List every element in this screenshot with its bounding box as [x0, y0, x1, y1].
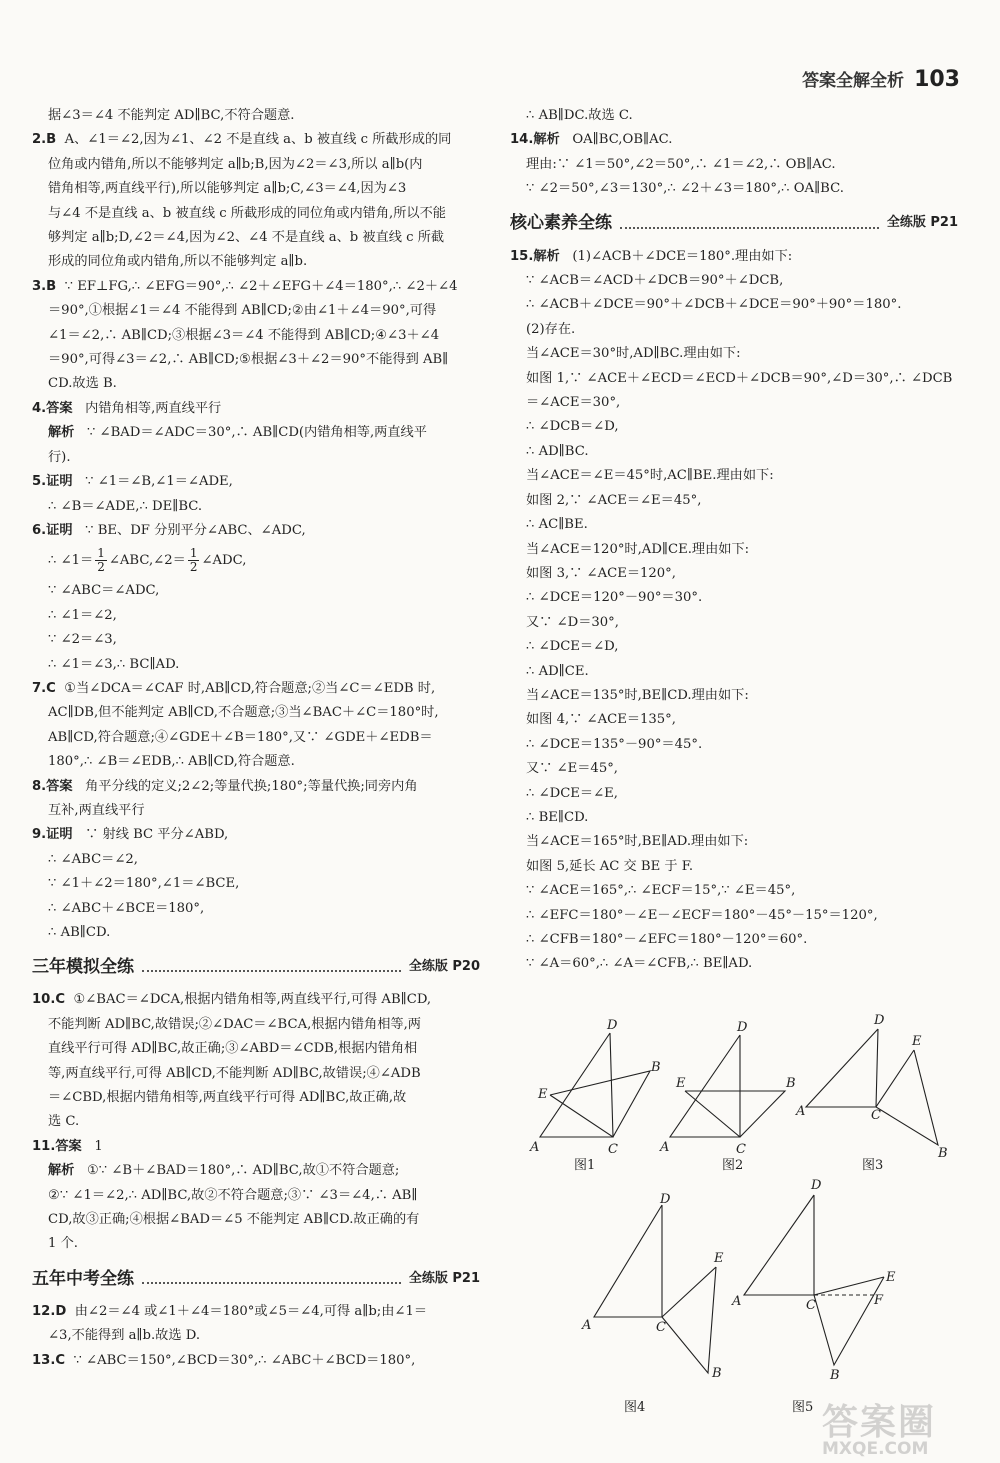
- text-line: A、∠1＝∠2,因为∠1、∠2 不是直线 a、b 被直线 c 所截形成的同: [64, 132, 452, 148]
- text-line: 形成的同位角或内错角,所以不能够判定 a∥b.: [48, 254, 308, 270]
- label-d: D: [607, 1018, 618, 1033]
- question-14: [510, 128, 958, 152]
- watermark-url: MXQE.COM: [822, 1439, 929, 1459]
- text-line: ①当∠DCA＝∠CAF 时,AB∥CD,符合题意;②当∠C＝∠EDB 时,: [64, 680, 436, 696]
- text-line: ∴ ∠EFC＝180°－∠E－∠ECF＝180°－45°－15°＝120°,: [526, 907, 878, 923]
- text-line: 又∵ ∠E＝45°,: [526, 761, 618, 777]
- text-line: ＝90°,①根据∠1＝∠4 不能得到 AB∥CD;②由∠1＋∠4＝90°,可得: [48, 303, 437, 319]
- triangle-ecb: [814, 1277, 884, 1365]
- text-line: ∴ ∠DCB＝∠D,: [526, 419, 619, 435]
- label-d: D: [737, 1020, 748, 1035]
- text-line: ②∵ ∠1＝∠2,∴ AD∥BC,故②不符合题意;③∵ ∠3＝∠4,∴ AB∥: [48, 1187, 418, 1203]
- text-line: 与∠4 不是直线 a、b 被直线 c 所截形成的同位角或内错角,所以不能: [48, 205, 446, 221]
- text-fragment: ∴ ∠1＝: [48, 553, 94, 569]
- analysis-label: 解析: [48, 425, 75, 441]
- text-line: 1 个.: [48, 1236, 78, 1252]
- label-e: E: [912, 1034, 922, 1049]
- section-header-five-year: [32, 1266, 480, 1292]
- text-line: ∴ ∠ABC＝∠2,: [48, 851, 139, 867]
- text-line: ∴ ∠1＝∠3,∴ BC∥AD.: [48, 656, 180, 672]
- dotted-leader: [142, 970, 401, 972]
- label-e: E: [886, 1270, 896, 1285]
- text-line: ＝∠CBD,根据内错角相等,两直线平行可得 AD∥BC,故正确,故: [48, 1090, 407, 1106]
- text-line: 180°,∴ ∠B＝∠EDB,∴ AB∥CD,符合题意.: [48, 754, 295, 770]
- label-d: D: [660, 1192, 671, 1207]
- question-6: [32, 519, 480, 543]
- text-line: 又∵ ∠D＝30°,: [526, 614, 619, 630]
- text-line: ∴ ∠ABC＋∠BCE＝180°,: [48, 900, 205, 916]
- text-line: 直线平行可得 AD∥BC,故正确;③∠ABD＝∠CDB,根据内错角相: [48, 1041, 418, 1057]
- text-line: 如图 4,∵ ∠ACE＝135°,: [526, 712, 676, 728]
- right-column: [510, 104, 958, 977]
- question-2: [32, 128, 480, 152]
- figure-2: [659, 1020, 796, 1173]
- text-line: ∵ BE、DF 分别平分∠ABC、∠ADC,: [85, 522, 306, 538]
- text-line: ①∵ ∠B＋∠BAD＝180°,∴ AD∥BC,故①不符合题意;: [86, 1163, 400, 1179]
- label-c: C: [736, 1142, 746, 1157]
- figure-caption: 图3: [862, 1158, 884, 1173]
- question-number: 15.解析: [510, 248, 560, 264]
- text-line: ①∠BAC＝∠DCA,根据内错角相等,两直线平行,可得 AB∥CD,: [73, 992, 432, 1008]
- text-line: ∵ ∠ABC＝150°,∠BCD＝30°,∴ ∠ABC＋∠BCD＝180°,: [73, 1352, 416, 1368]
- label-a: A: [530, 1140, 540, 1155]
- triangle-ebc: [550, 1071, 650, 1137]
- text-line: 互补,两直线平行: [48, 802, 145, 818]
- label-f: F: [874, 1293, 884, 1308]
- question-number: 3.B: [32, 278, 57, 294]
- analysis-line: [32, 1159, 480, 1183]
- analysis-line: [32, 421, 480, 445]
- text-fragment: ∠ABC,∠2＝: [108, 553, 186, 569]
- question-11: [32, 1135, 480, 1159]
- fraction-denominator: 2: [97, 560, 105, 575]
- figure-caption: 图5: [792, 1400, 814, 1415]
- triangle-acd: [744, 1195, 814, 1295]
- answer-text: 内错角相等,两直线平行: [85, 400, 222, 416]
- question-4: [32, 397, 480, 421]
- text-line: ∴ AB∥DC.故选 C.: [526, 108, 633, 123]
- text-line: CD.故选 B.: [48, 376, 117, 392]
- text-line: ∵ ∠1＋∠2＝180°,∠1＝∠BCE,: [48, 876, 240, 892]
- fraction-numerator: 1: [189, 546, 198, 561]
- fraction-numerator: 1: [97, 546, 105, 561]
- figure-caption: 图2: [722, 1158, 744, 1173]
- text-line: 当∠ACE＝165°时,BE∥AD.理由如下:: [526, 834, 749, 850]
- text-line: ∵ ∠1＝∠B,∠1＝∠ADE,: [85, 474, 233, 490]
- text-line: 当∠ACE＝∠E＝45°时,AC∥BE.理由如下:: [526, 468, 774, 484]
- figure-4: [581, 1192, 724, 1415]
- text-line: 当∠ACE＝120°时,AD∥CE.理由如下:: [526, 541, 750, 557]
- question-number: 6.证明: [32, 522, 73, 538]
- label-a: A: [660, 1140, 670, 1155]
- section-title: 五年中考全练: [32, 1268, 134, 1289]
- text-line: ∴ AD∥BC.: [526, 443, 589, 459]
- text-line: ∴ ∠CFB＝180°－∠EFC＝180°－120°＝60°.: [526, 932, 808, 947]
- section-ref: 全练版 P21: [886, 215, 958, 231]
- text-line: 够判定 a∥b;D,∠2＝∠4,因为∠2、∠4 不是直线 a、b 被直线 c 所截: [48, 230, 445, 246]
- text-line: CD,故③正确;④根据∠BAD＝∠5 不能判定 AB∥CD.故正确的有: [48, 1212, 420, 1228]
- question-number: 2.B: [32, 132, 57, 148]
- text-line: ∴ ∠DCE＝∠D,: [526, 639, 619, 655]
- label-a: A: [796, 1104, 806, 1119]
- fraction: [188, 547, 200, 574]
- label-b: B: [830, 1368, 840, 1383]
- question-number: 10.C: [32, 992, 66, 1008]
- label-d: D: [811, 1178, 822, 1193]
- label-e: E: [714, 1251, 724, 1266]
- triangle-acd: [806, 1029, 878, 1107]
- left-column: [32, 104, 480, 1373]
- text-line: AB∥CD,符合题意;④∠GDE＋∠B＝180°,又∵ ∠GDE＋∠EDB＝: [48, 729, 433, 745]
- text-line: ∵ ∠2＝∠3,: [48, 632, 117, 648]
- label-c: C: [608, 1142, 618, 1157]
- text-line: ∵ ∠ACB＝∠ACD＋∠DCB＝90°＋∠DCB,: [526, 273, 784, 289]
- header-title: 答案全解全析: [802, 71, 905, 91]
- text-line: 当∠ACE＝135°时,BE∥CD.理由如下:: [526, 687, 749, 703]
- figure-3: [795, 1013, 948, 1173]
- text-line: ∵ ∠A＝60°,∴ ∠A＝∠CFB,∴ BE∥AD.: [526, 956, 753, 972]
- text-line: 如图 3,∵ ∠ACE＝120°,: [526, 565, 676, 581]
- figure-caption: 图1: [574, 1158, 596, 1173]
- text-line: ∴ AC∥BE.: [526, 517, 588, 533]
- label-b: B: [651, 1060, 661, 1075]
- text-line: ∴ ∠1＝∠2,: [48, 607, 117, 623]
- text-fragment: ∠ADC,: [201, 553, 247, 569]
- text-line: 行).: [48, 449, 71, 465]
- text-line: ∴ ∠DCE＝135°－90°＝45°.: [526, 736, 703, 752]
- triangle-ebc: [685, 1091, 785, 1137]
- fraction: [95, 547, 107, 574]
- text-line: ∵ ∠2＝50°,∠3＝130°,∴ ∠2＋∠3＝180°,∴ OA∥BC.: [526, 181, 844, 197]
- text-line: 不能判断 AD∥BC,故错误;②∠DAC＝∠BCA,根据内错角相等,两: [48, 1016, 421, 1032]
- question-10: [32, 988, 480, 1012]
- text-line: AC∥DB,但不能判定 AB∥CD,不合题意;③当∠BAC＋∠C＝180°时,: [48, 705, 439, 721]
- text-line: 由∠2＝∠4 或∠1＋∠4＝180°或∠5＝∠4,可得 a∥b;由∠1＝: [74, 1303, 428, 1319]
- text-line: ∵ 射线 BC 平分∠ABD,: [85, 827, 229, 843]
- dotted-leader: [142, 1282, 401, 1284]
- figure-5: [731, 1178, 896, 1415]
- text-line: 角平分线的定义;2∠2;等量代换;180°;等量代换;同旁内角: [85, 778, 418, 794]
- label-b: B: [712, 1366, 722, 1381]
- question-number: 7.C: [32, 680, 56, 696]
- text-line: 错角相等,两直线平行),所以能够判定 a∥b;C,∠3＝∠4,因为∠3: [48, 181, 407, 197]
- label-c: C: [871, 1108, 881, 1123]
- text-line: ∵ ∠BAD＝∠ADC＝30°,∴ AB∥CD(内错角相等,两直线平: [86, 425, 427, 441]
- question-number: 5.证明: [32, 474, 73, 490]
- fraction-line: [32, 543, 480, 579]
- label-e: E: [538, 1087, 548, 1102]
- text-line: ∴ AB∥CD.: [48, 925, 111, 940]
- section-title: 核心素养全练: [510, 213, 612, 234]
- question-number: 9.证明: [32, 827, 73, 843]
- watermark-text: 答案圈: [822, 1402, 937, 1443]
- text-line: 如图 2,∵ ∠ACE＝∠E＝45°,: [526, 492, 702, 508]
- text-line: 理由:∵ ∠1＝50°,∠2＝50°,∴ ∠1＝∠2,∴ OB∥AC.: [526, 156, 836, 172]
- question-15: [510, 245, 958, 269]
- text-line: ∠1＝∠2,∴ AB∥CD;③根据∠3＝∠4 不能得到 AB∥CD;④∠3＋∠4: [48, 327, 440, 343]
- text-line: ∵ ∠ACE＝165°,∴ ∠ECF＝15°,∵ ∠E＝45°,: [526, 883, 796, 899]
- question-number: 8.答案: [32, 778, 73, 794]
- question-3: [32, 275, 480, 299]
- text-line: ∴ ∠B＝∠ADE,∴ DE∥BC.: [48, 498, 203, 514]
- label-c: C: [806, 1298, 816, 1313]
- dotted-leader: [620, 227, 879, 229]
- text-line: ∴ BE∥CD.: [526, 809, 589, 825]
- text-line: ＝90°,可得∠3＝∠2,∴ AB∥CD;⑤根据∠3＋∠2＝90°不能得到 AB∥: [48, 352, 449, 368]
- question-number: 12.D: [32, 1303, 67, 1319]
- text-line: 等,两直线平行,可得 AB∥CD,不能判断 AD∥BC,故错误;④∠ADB: [48, 1065, 421, 1081]
- triangle-acd: [540, 1033, 613, 1137]
- text-line: OA∥BC,OB∥AC.: [572, 132, 673, 148]
- section-ref: 全练版 P20: [408, 959, 480, 975]
- question-8: [32, 775, 480, 799]
- text-line: (1)∠ACB＋∠DCE＝180°.理由如下:: [572, 248, 793, 264]
- text-line: ∴ ∠DCE＝∠E,: [526, 785, 618, 801]
- text-line: ∴ ∠DCE＝120°－90°＝30°.: [526, 590, 703, 606]
- text-line: ＝∠ACE＝30°,: [526, 395, 621, 411]
- text-line: ∠3,不能得到 a∥b.故选 D.: [48, 1328, 201, 1344]
- answer-text: 1: [94, 1138, 103, 1154]
- label-b: B: [938, 1146, 948, 1161]
- text-line: ∴ AD∥CE.: [526, 663, 589, 679]
- section-ref: 全练版 P21: [408, 1270, 480, 1286]
- label-a: A: [732, 1294, 742, 1309]
- geometry-figures: [510, 1005, 970, 1415]
- label-d: D: [874, 1013, 885, 1028]
- triangle-acd: [594, 1205, 662, 1317]
- text-line: ∵ EF⊥FG,∴ ∠EFG＝90°,∴ ∠2＋∠EFG＋∠4＝180°,∴ ∠2＋∠4: [64, 278, 458, 294]
- label-e: E: [676, 1076, 686, 1091]
- figure-1: [529, 1018, 661, 1173]
- watermark-logo: [822, 1394, 992, 1459]
- question-number: 4.答案: [32, 400, 73, 416]
- question-5: [32, 470, 480, 494]
- triangle-ecb: [876, 1050, 938, 1145]
- text-line: 如图 1,∵ ∠ACE＋∠ECD＝∠ECD＋∠DCB＝90°,∠D＝30°,∴ ∠DCB: [526, 370, 953, 386]
- text-line: 选 C.: [48, 1114, 80, 1130]
- text-line: 如图 5,延长 AC 交 BE 于 F.: [526, 858, 694, 874]
- text-line: 位角或内错角,所以不能够判定 a∥b;B,因为∠2＝∠3,所以 a∥b(内: [48, 156, 423, 172]
- text-line: ∵ ∠ABC＝∠ADC,: [48, 583, 160, 599]
- label-b: B: [786, 1076, 796, 1091]
- fraction-denominator: 2: [189, 560, 198, 575]
- section-header-core: [510, 211, 958, 237]
- label-c: C: [656, 1320, 666, 1335]
- question-number: 11.答案: [32, 1138, 82, 1154]
- text-line: ∴ ∠ACB＋∠DCE＝90°＋∠DCB＋∠DCE＝90°＋90°＝180°.: [526, 297, 902, 313]
- text-line: 据∠3＝∠4 不能判定 AD∥BC,不符合题意.: [48, 108, 295, 123]
- question-13: [32, 1349, 480, 1373]
- text-line: 当∠ACE＝30°时,AD∥BC.理由如下:: [526, 346, 741, 362]
- question-number: 13.C: [32, 1352, 66, 1368]
- page-number: 103: [914, 67, 960, 92]
- section-header-three-year: [32, 954, 480, 980]
- text-line: (2)存在.: [526, 321, 576, 337]
- analysis-label: 解析: [48, 1163, 75, 1179]
- figure-caption: 图4: [624, 1400, 646, 1415]
- triangle-ecb: [662, 1267, 716, 1373]
- question-number: 14.解析: [510, 132, 560, 148]
- question-9: [32, 823, 480, 847]
- label-a: A: [582, 1318, 592, 1333]
- question-12: [32, 1300, 480, 1324]
- page-header: [802, 66, 960, 96]
- section-title: 三年模拟全练: [32, 957, 134, 978]
- question-7: [32, 677, 480, 701]
